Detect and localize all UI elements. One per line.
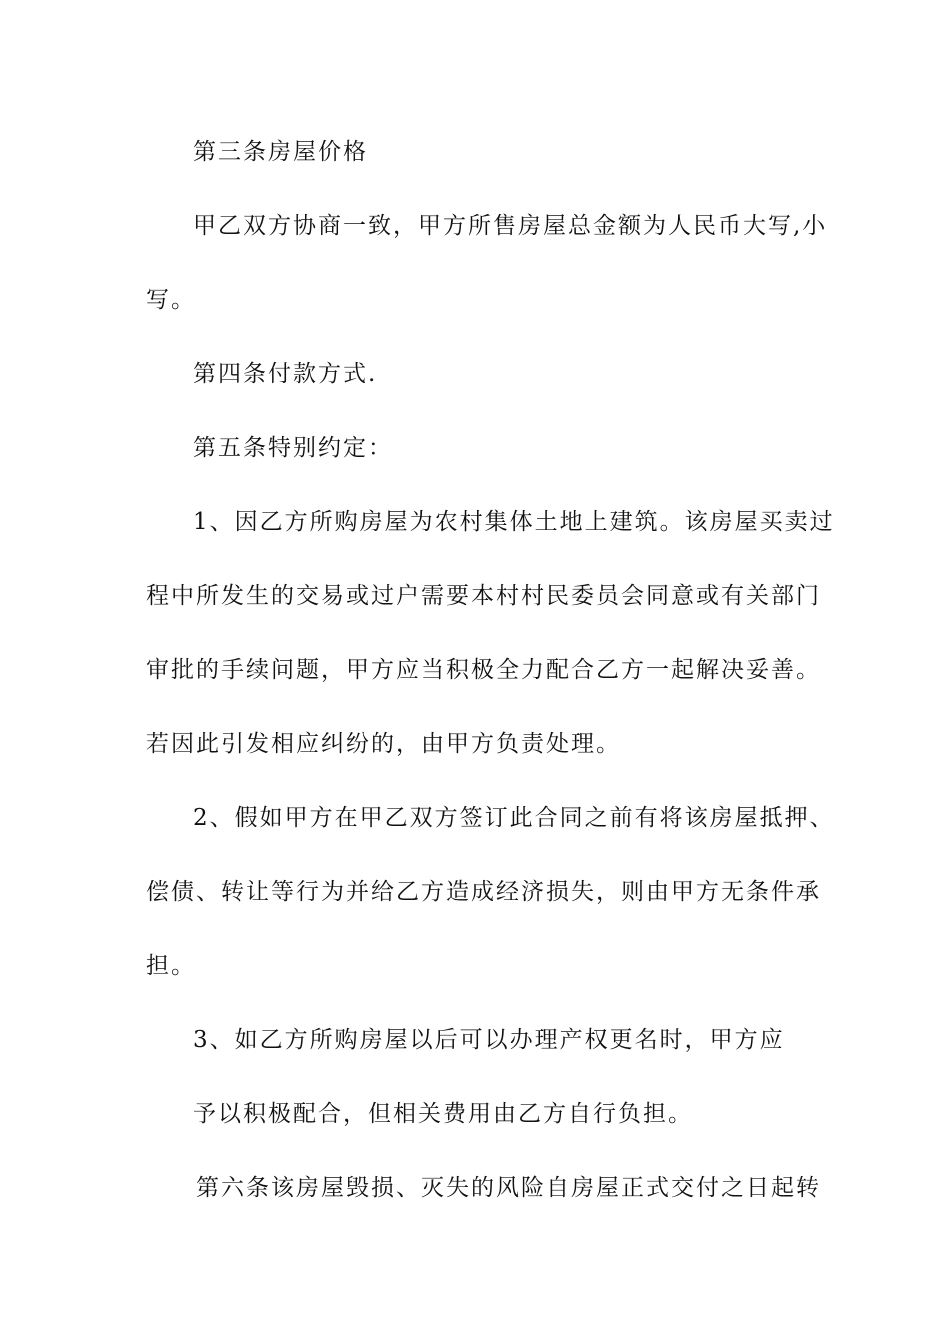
article-4-heading: 第四条付款方式.: [193, 361, 378, 387]
clause-2-line-3: 担。: [146, 953, 196, 979]
clause-3-line-1: 3、如乙方所购房屋以后可以办理产权更名时，甲方应: [193, 1027, 785, 1053]
article-5-heading: 第五条特别约定：: [193, 435, 393, 461]
article-3-body-line-2: 写。: [146, 287, 196, 313]
clause-2-line-1: 2、假如甲方在甲乙双方签订此合同之前有将该房屋抵押、: [193, 805, 835, 831]
article-3-heading: 第三条房屋价格: [193, 139, 368, 165]
clause-3-line-2: 予以积极配合，但相关费用由乙方自行负担。: [193, 1101, 693, 1127]
article-3-body-line-1: 甲乙双方协商一致，甲方所售房屋总金额为人民币大写,小: [193, 213, 828, 239]
clause-1-line-4: 若因此引发相应纠纷的，由甲方负责处理。: [146, 731, 621, 757]
clause-1-line-1: 1、因乙方所购房屋为农村集体土地上建筑。该房屋买卖过: [193, 509, 835, 535]
clause-1-line-3: 审批的手续问题，甲方应当积极全力配合乙方一起解决妥善。: [146, 657, 821, 683]
clause-1-line-2: 程中所发生的交易或过户需要本村村民委员会同意或有关部门: [146, 583, 821, 609]
article-6-line-1: 第六条该房屋毁损、灭失的风险自房屋正式交付之日起转: [196, 1175, 821, 1201]
clause-2-line-2: 偿债、转让等行为并给乙方造成经济损失，则由甲方无条件承: [146, 879, 821, 905]
